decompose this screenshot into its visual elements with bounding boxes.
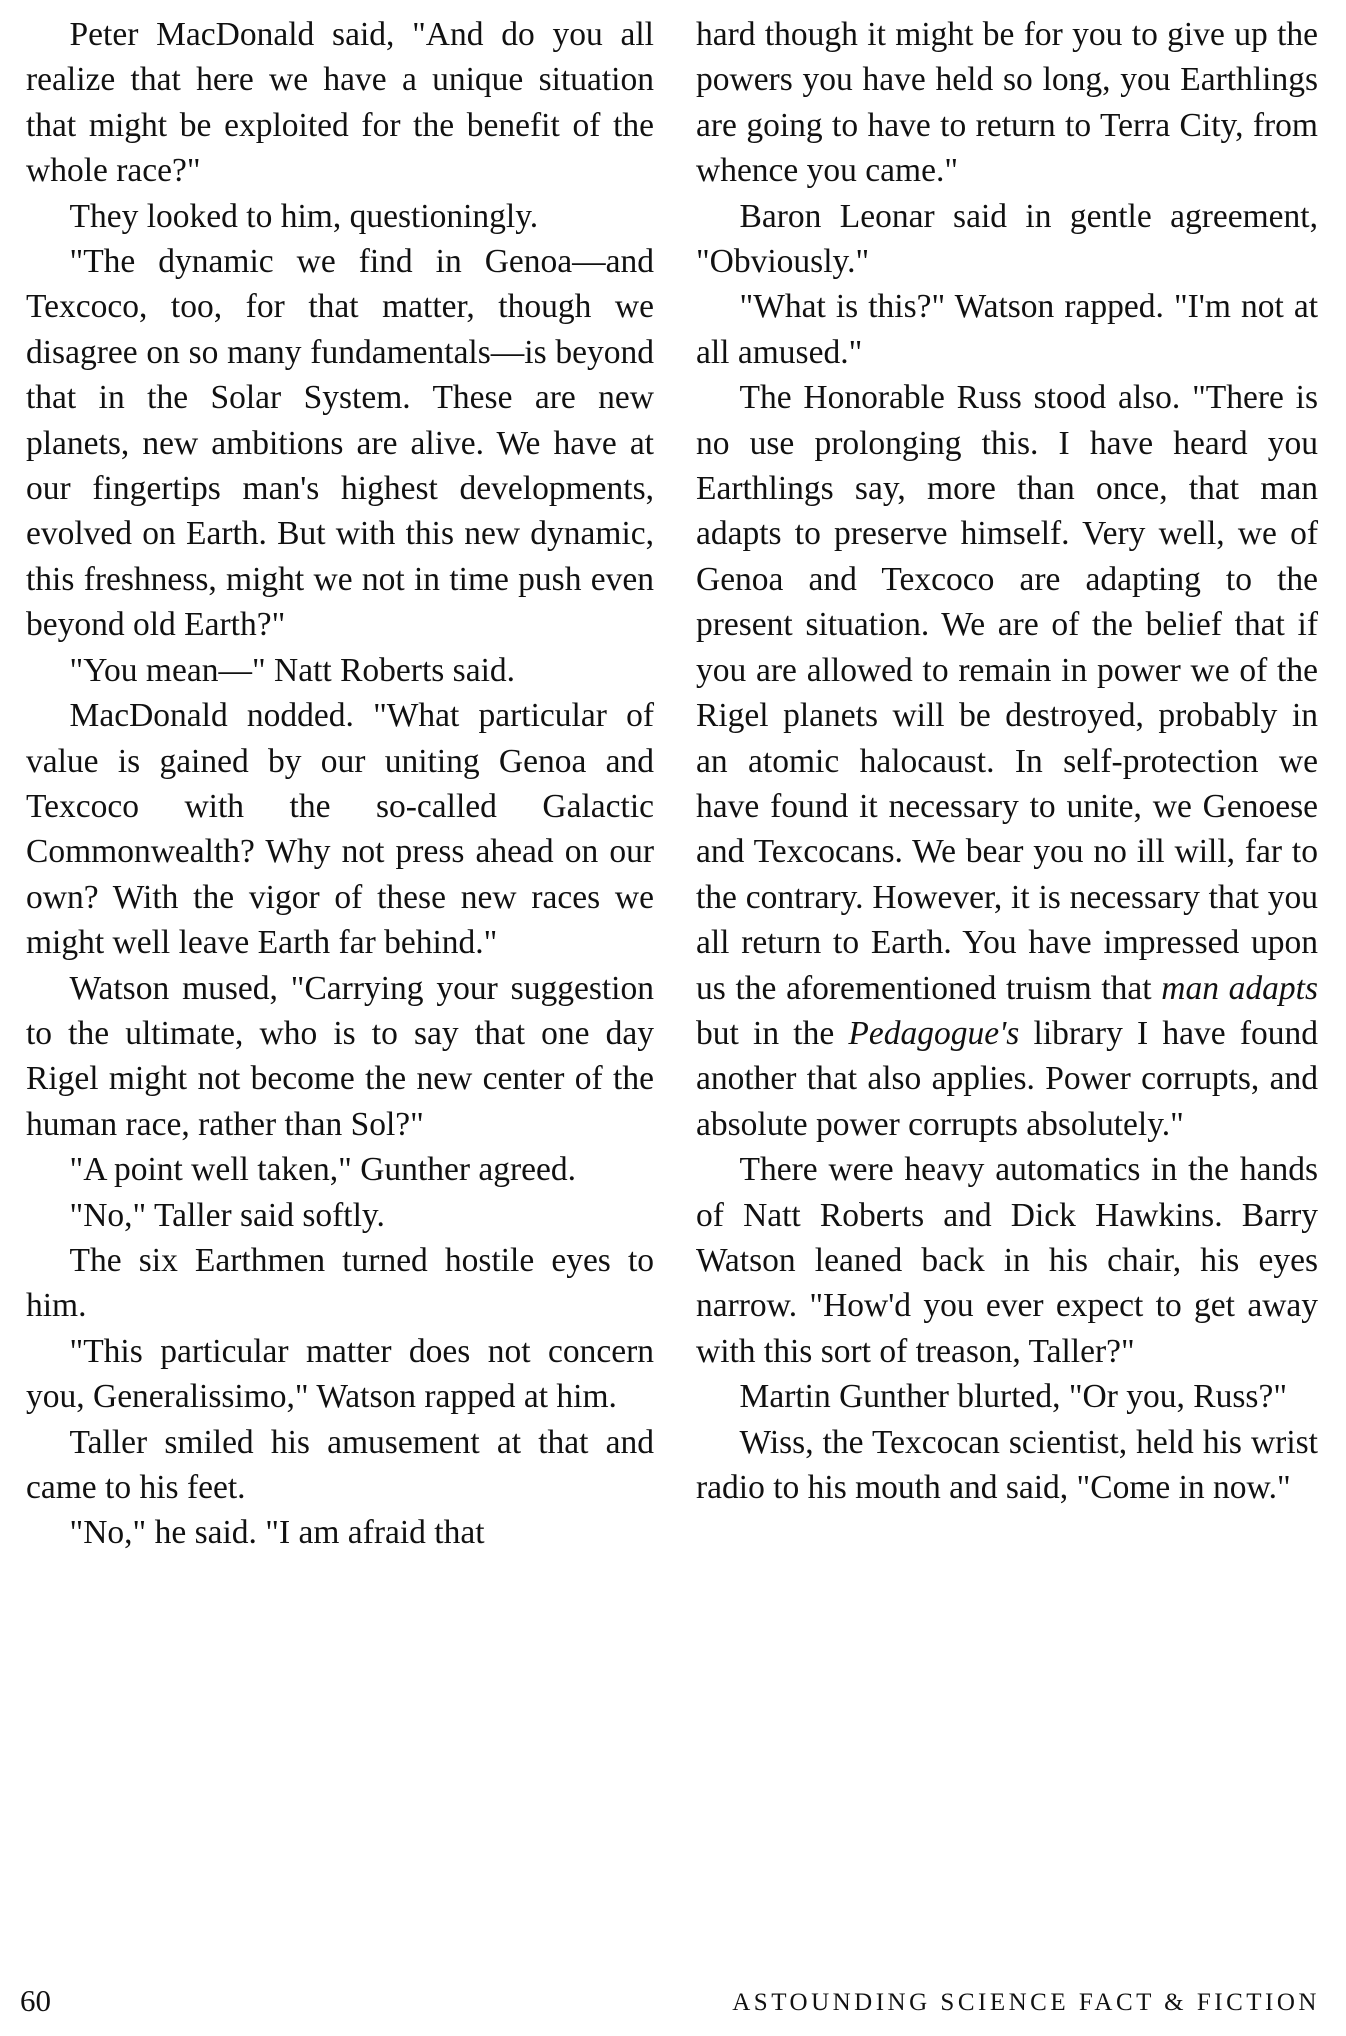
paragraph xyxy=(696,375,1318,1147)
paragraph: Baron Leonar said in gentle agreement, "Obviously." xyxy=(696,197,1318,281)
paragraph: Martin Gunther blurted, "Or you, Russ?" xyxy=(739,1378,1287,1416)
text-run: The Honorable Russ stood also. "There is no use prolonging this. I have heard you Earthlings say, more than once, that man adapts to preserve himself. Very well, we of Genoa and Texcoco are adapting to the present situation. We are of the belief that if you are allowed to remain in power we of the Rigel planets will be destroyed, probably in an atomic halocaust. In self-protection we have found it necessary to unite, we Genoese and Texcocans. We bear you no ill will, far to the contrary. However, it is necessary that you all return to Earth. You have impressed upon us the aforementioned truism that xyxy=(696,379,1318,1007)
paragraph: "A point well taken," Gunther agreed. xyxy=(69,1151,576,1189)
paragraph: "The dynamic we find in Genoa—and Texcoco, too, for that matter, though we disagree on so many fundamentals—is beyond that in the Solar System. These are new planets, new ambitions are alive. We have at our fingertips man's highest developments, evolved on Earth. But with this new dynamic, this freshness, might we not in time push even beyond old Earth?" xyxy=(26,243,654,644)
paragraph: They looked to him, questioningly. xyxy=(69,197,539,235)
paragraph: "No," Taller said softly. xyxy=(69,1196,385,1234)
paragraph: There were heavy automatics in the hands of Natt Roberts and Dick Hawkins. Barry Watson leaned back in his chair, his eyes narrow. "How'd you ever expect to get away with this sort of treason, Taller?" xyxy=(696,1151,1318,1370)
left-column xyxy=(26,12,654,1556)
paragraph: "This particular matter does not concern you, Generalissimo," Watson rapped at him. xyxy=(26,1332,654,1416)
text-run: but in the xyxy=(696,1014,835,1052)
paragraph: The six Earthmen turned hostile eyes to him. xyxy=(26,1241,654,1325)
paragraph-continuation: hard though it might be for you to give up the powers you have held so long, you Earthlings are going to have to return to Terra City, from whence you came." xyxy=(696,16,1318,190)
paragraph: MacDonald nodded. "What particular of value is gained by our uniting Genoa and Texcoco with the so-called Galactic Commonwealth? Why not press ahead on our own? With the vigor of these new races we might well leave Earth far behind." xyxy=(26,697,654,962)
text-run: library I have found another that also applies. Power corrupts, and absolute power corrupts absolutely." xyxy=(696,1014,1319,1143)
paragraph: Wiss, the Texcocan scientist, held his wrist radio to his mouth and said, "Come in now." xyxy=(696,1423,1318,1506)
right-column xyxy=(696,12,1318,1510)
italic-phrase: man adapts xyxy=(1161,969,1318,1007)
running-footer-title: ASTOUNDING SCIENCE FACT & FICTION xyxy=(732,1989,1320,2016)
page-number: 60 xyxy=(20,1983,51,2018)
paragraph: "What is this?" Watson rapped. "I'm not at all amused." xyxy=(696,288,1318,371)
paragraph: Watson mused, "Carrying your suggestion to the ultimate, who is to say that one day Rigel might not become the new center of the human race, rather than Sol?" xyxy=(26,969,654,1143)
paragraph: "You mean—" Natt Roberts said. xyxy=(69,651,516,689)
paragraph: "No," he said. "I am afraid that xyxy=(69,1514,485,1552)
italic-title: Pedagogue's xyxy=(848,1014,1020,1052)
paragraph: Taller smiled his amusement at that and came to his feet. xyxy=(26,1423,654,1506)
paragraph: Peter MacDonald said, "And do you all realize that here we have a unique situation that might be exploited for the benefit of the whole race?" xyxy=(26,16,654,190)
